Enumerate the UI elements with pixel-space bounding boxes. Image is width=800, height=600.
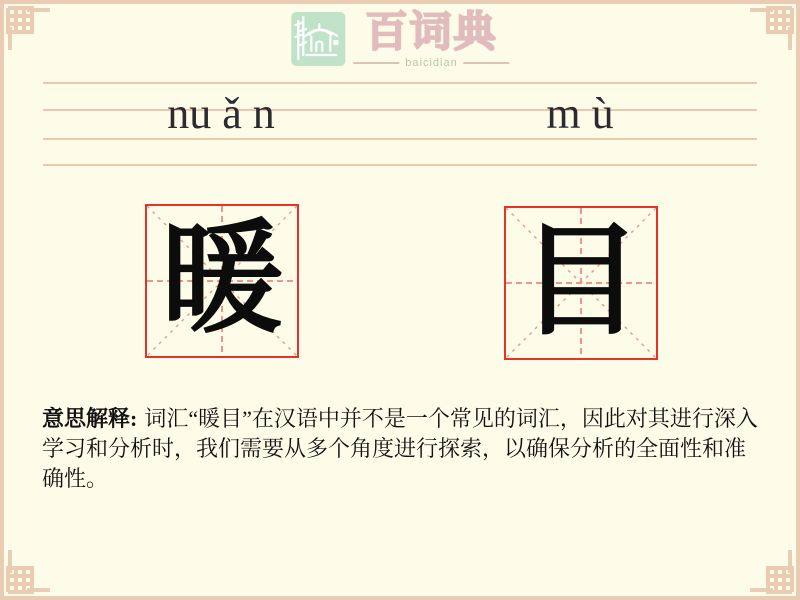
corner-ornament-icon <box>4 4 50 50</box>
corner-ornament-icon <box>750 550 796 596</box>
logo-text-group <box>353 11 509 69</box>
pinyin-rule-line <box>43 164 757 166</box>
definition-paragraph <box>42 404 760 494</box>
pinyin-nuan: nu ǎ n <box>167 89 275 138</box>
app-subtitle-row <box>353 57 509 69</box>
pinyin-rule-line <box>43 138 757 140</box>
corner-ornament-icon <box>750 4 796 50</box>
pinyin-rule-line <box>43 82 757 84</box>
definition-text: 词汇“暖目”在汉语中并不是一个常见的词汇，因此对其进行深入学习和分析时，我们需要从多个角度进行探索，以确保分析的全面性和准确性。 <box>42 406 758 491</box>
character-box-mu <box>504 206 658 360</box>
subtitle-right-dash <box>464 62 510 64</box>
hanzi-nuan: 暖 <box>161 213 283 348</box>
character-box-nuan <box>145 204 299 358</box>
hanzi-mu: 目 <box>520 215 642 350</box>
pinyin-mu: m ù <box>546 89 614 138</box>
pavilion-bamboo-icon <box>290 11 346 67</box>
definition-label: 意思解释: <box>42 406 138 431</box>
subtitle-left-dash <box>353 62 399 64</box>
app-title: 百词典 <box>365 10 498 56</box>
app-subtitle: baicidian <box>405 57 458 69</box>
corner-ornament-icon <box>4 550 50 596</box>
app-logo <box>290 11 509 69</box>
